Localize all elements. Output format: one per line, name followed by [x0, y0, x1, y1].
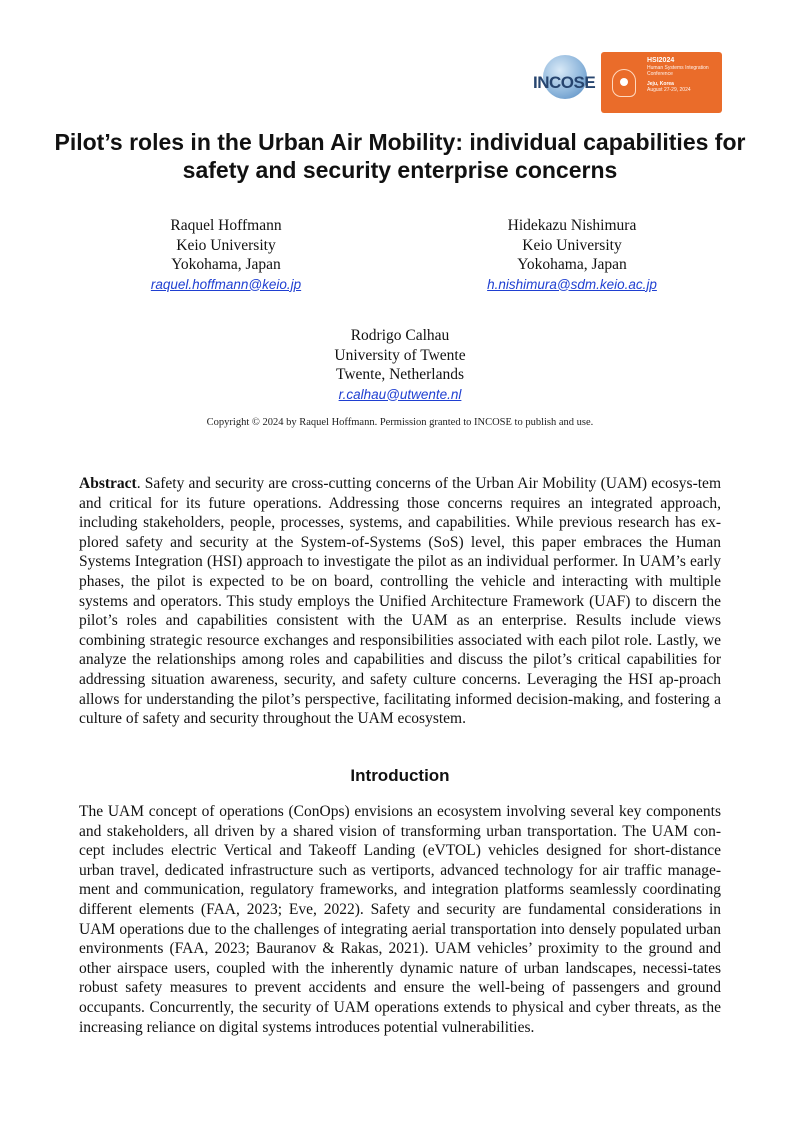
hsi-logo-subtitle-1: Human Systems Integration [647, 65, 709, 71]
hsi-logo-dates: August 27-29, 2024 [647, 87, 691, 93]
abstract-text: . Safety and security are cross-cutting concerns of the Urban Air Mobility (UAM) ecosys-tem and critical for its future operations. Addressing those concerns requires an integrated approach, including stakeholders, people, processes, systems, and capabilities. While previous research has ex-plored safety and security at the System-of-Systems (SoS) level, this paper embraces the Human Systems Integration (HSI) approach to investigate the pilot as an individual performer. In UAM’s early phases, the pilot is expected to be on board, controlling the vehicle and interacting with multiple systems and operators. This study employs the Unified Architecture Framework (UAF) to discern the pilot’s roles and capabilities consistent with the UAM as an enterprise. Results include views combining strategic resource exchanges and responsibilities associated with each pilot role. Lastly, we analyze the relationships among roles and capabilities and discuss the pilot’s critical capabilities for addressing situation awareness, security, and safety culture concerns. Leveraging the HSI ap-proach allows for understanding the pilot’s perspective, facilitating informed decision-making, and fostering a culture of safety and security throughout the UAM ecosystem. [79, 475, 721, 728]
hsi-logo-text [647, 56, 721, 93]
author-affiliation: University of Twente [334, 346, 466, 364]
author-name: Raquel Hoffmann [170, 217, 282, 234]
author-email-link[interactable]: r.calhau@utwente.nl [338, 386, 462, 402]
author-name: Rodrigo Calhau [350, 327, 450, 344]
author-block-1 [76, 216, 376, 294]
author-location: Twente, Netherlands [335, 366, 465, 383]
introduction-paragraph: The UAM concept of operations (ConOps) envisions an ecosystem involving several key components and stakeholders, all driven by a shared vision of transforming urban transportation. The UAM con-cept includes electric Vertical and Takeoff Landing (eVTOL) vehicles designed for short-distance urban travel, dedicated infrastructure such as vertiports, advanced technology for air traffic manage-ment and communication, regulatory frameworks, and integration platforms seamlessly coordinating different elements (FAA, 2023; Eve, 2022). Safety and security are fundamental considerations in UAM operations due to the challenges of integrating aerial transportation into densely populated urban environments (FAA, 2023; Bauranov & Rakas, 2021). UAM vehicles’ proximity to the ground and other airspace users, coupled with the inherently dynamic nature of urban landscapes, necessi-tates robust safety measures to prevent accidents and ensure the well-being of passengers and ground occupants. Concurrently, the security of UAM operations extends to physical and cyber threats, as the increasing reliance on digital systems introduces potential vulnerabilities. [79, 803, 721, 1036]
hsi-logo-subtitle-2: Conference [647, 71, 673, 77]
paper-title: Pilot’s roles in the Urban Air Mobility: individual capabilities for safety and security enterprise concerns [54, 129, 746, 183]
copyright-notice: Copyright © 2024 by Raquel Hoffmann. Permission granted to INCOSE to publish and use. [206, 417, 594, 428]
author-affiliation: Keio University [522, 236, 622, 254]
author-block-2 [422, 216, 722, 294]
author-name: Hidekazu Nishimura [507, 217, 637, 234]
incose-logo [533, 55, 595, 111]
author-email-link[interactable]: h.nishimura@sdm.keio.ac.jp [487, 276, 657, 292]
author-location: Yokohama, Japan [171, 256, 281, 273]
brain-dot-icon [620, 78, 628, 86]
author-location: Yokohama, Japan [517, 256, 627, 273]
abstract-label: Abstract [79, 475, 137, 492]
human-head-icon [612, 69, 636, 97]
hsi-logo-location: Jeju, Korea [647, 81, 674, 87]
hsi-conference-logo [601, 52, 722, 113]
hsi-logo-title: HSI2024 [647, 57, 675, 64]
abstract-paragraph [79, 474, 721, 729]
section-heading-introduction: Introduction [350, 766, 450, 785]
author-email-link[interactable]: raquel.hoffmann@keio.jp [150, 276, 302, 292]
incose-logo-text: INCOSE [533, 73, 596, 92]
author-block-3 [250, 326, 550, 404]
author-affiliation: Keio University [176, 236, 276, 254]
